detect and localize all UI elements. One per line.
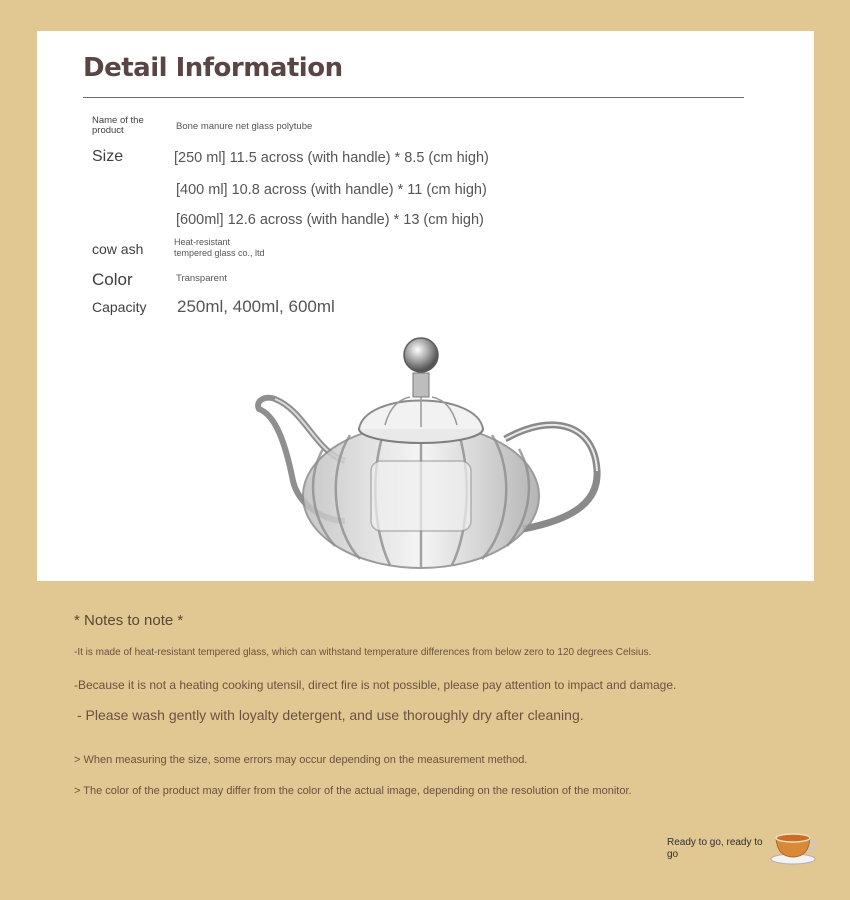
- label-color: Color: [92, 270, 133, 289]
- detail-title: Detail Information: [83, 53, 343, 83]
- note-wash-gently: - Please wash gently with loyalty detergent, and use thoroughly dry after cleaning.: [77, 707, 584, 723]
- note-measurement-error: > When measuring the size, some errors may occur depending on the measurement method.: [74, 754, 528, 766]
- value-size-250: [250 ml] 11.5 across (with handle) * 8.5 (cm high): [174, 150, 489, 166]
- value-size-400: [400 ml] 10.8 across (with handle) * 11 (cm high): [176, 182, 487, 198]
- footer-tagline: Ready to go, ready to go: [667, 837, 763, 860]
- detail-card: [37, 31, 814, 581]
- label-material: cow ash: [92, 241, 144, 257]
- note-color-difference: > The color of the product may differ from the color of the actual image, depending on the resolution of the monitor.: [74, 785, 632, 797]
- value-color: Transparent: [176, 273, 227, 284]
- value-capacity: 250ml, 400ml, 600ml: [177, 297, 335, 316]
- note-heat-resistant: -It is made of heat-resistant tempered glass, which can withstand temperature differences from below zero to 120 degrees Celsius.: [74, 647, 652, 658]
- teapot-image: [235, 331, 605, 571]
- value-material-line2: tempered glass co., ltd: [174, 248, 265, 258]
- label-size: Size: [92, 148, 124, 165]
- note-no-direct-fire: -Because it is not a heating cooking utensil, direct fire is not possible, please pay attention to impact and damage.: [74, 678, 677, 692]
- label-product-name: Name of the product: [92, 115, 144, 136]
- label-capacity: Capacity: [92, 299, 147, 315]
- value-size-600: [600ml] 12.6 across (with handle) * 13 (cm high): [176, 212, 484, 228]
- notes-heading: * Notes to note *: [74, 612, 184, 629]
- teacup-icon: [768, 826, 818, 866]
- value-material-line1: Heat-resistant: [174, 237, 231, 247]
- title-divider: [83, 97, 744, 98]
- value-product-name: Bone manure net glass polytube: [176, 121, 313, 132]
